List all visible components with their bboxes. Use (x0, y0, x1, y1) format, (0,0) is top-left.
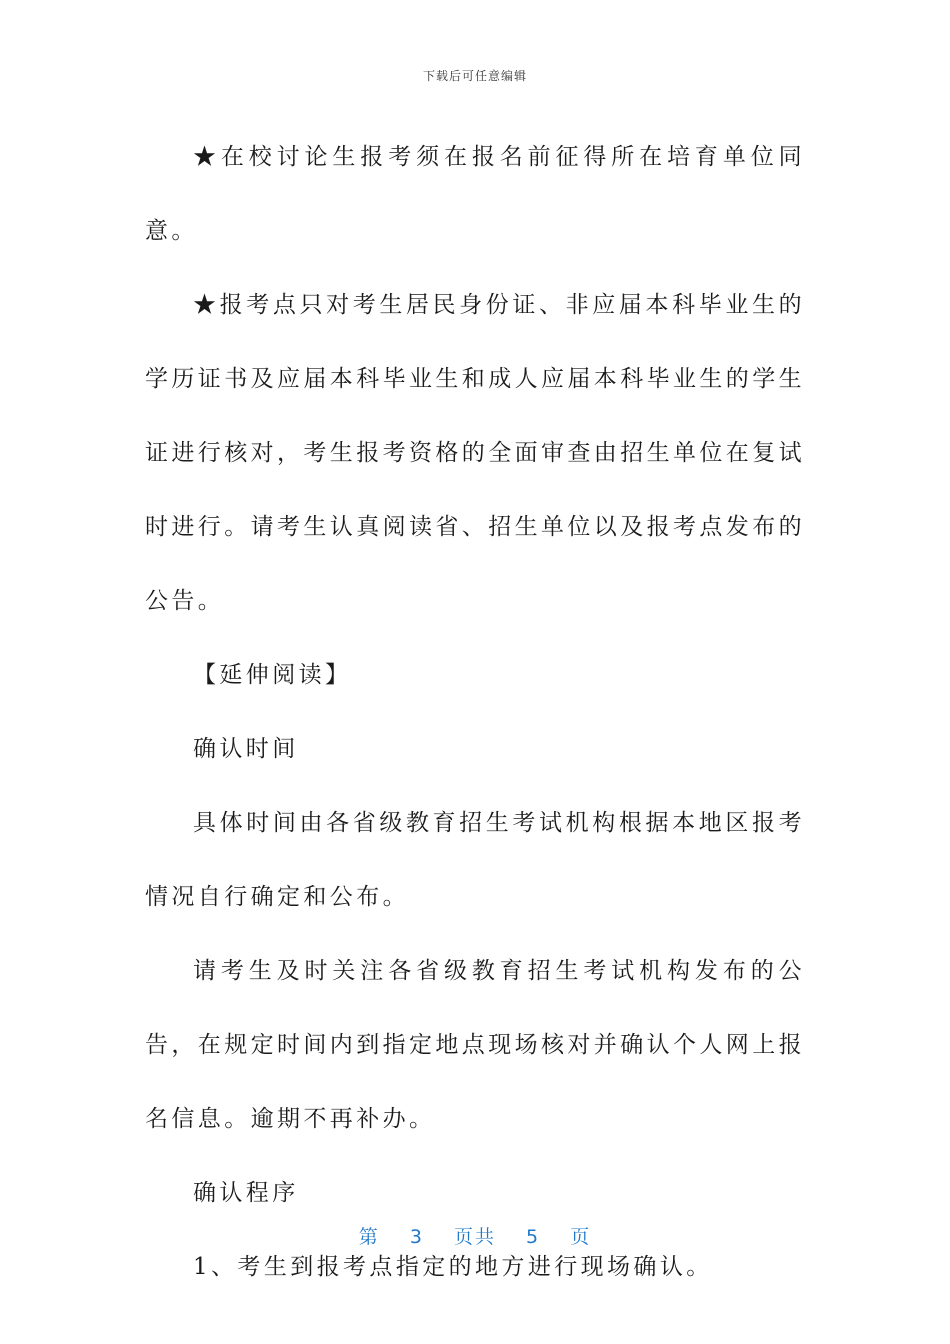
paragraph-notice-verification: ★报考点只对考生居民身份证、非应届本科毕业生的学历证书及应届本科毕业生和成人应届本科毕业生的学生证进行核对，考生报考资格的全面审查由招生单位在复试时进行。请考生认真阅读省、招生单位以及报考点发布的公告。 (145, 292, 805, 614)
footer-prefix: 第 (358, 1226, 380, 1248)
section-heading-extended-reading: 【延伸阅读】 (193, 662, 352, 688)
paragraph-notice-consent: ★在校讨论生报考须在报名前征得所在培育单位同意。 (145, 144, 805, 244)
footer-current-page: 3 (409, 1226, 424, 1248)
paragraph-confirm-time-detail: 具体时间由各省级教育招生考试机构根据本地区报考情况自行确定和公布。 (145, 810, 805, 910)
footer-total-pages: 5 (526, 1226, 541, 1248)
paragraph-procedure-step-1: 1、考生到报考点指定的地方进行现场确认。 (193, 1254, 713, 1280)
section-heading-confirm-procedure: 确认程序 (193, 1180, 299, 1206)
header-note: 下载后可任意编辑 (422, 69, 527, 83)
section-heading-confirm-time: 确认时间 (193, 736, 299, 762)
document-body (145, 120, 805, 1304)
paragraph-confirm-time-notice: 请考生及时关注各省级教育招生考试机构发布的公告，在规定时间内到指定地点现场核对并确认个人网上报名信息。逾期不再补办。 (145, 958, 805, 1132)
footer-suffix: 页 (570, 1226, 592, 1248)
footer-middle: 页共 (453, 1226, 496, 1248)
page-number-footer (0, 1222, 950, 1249)
